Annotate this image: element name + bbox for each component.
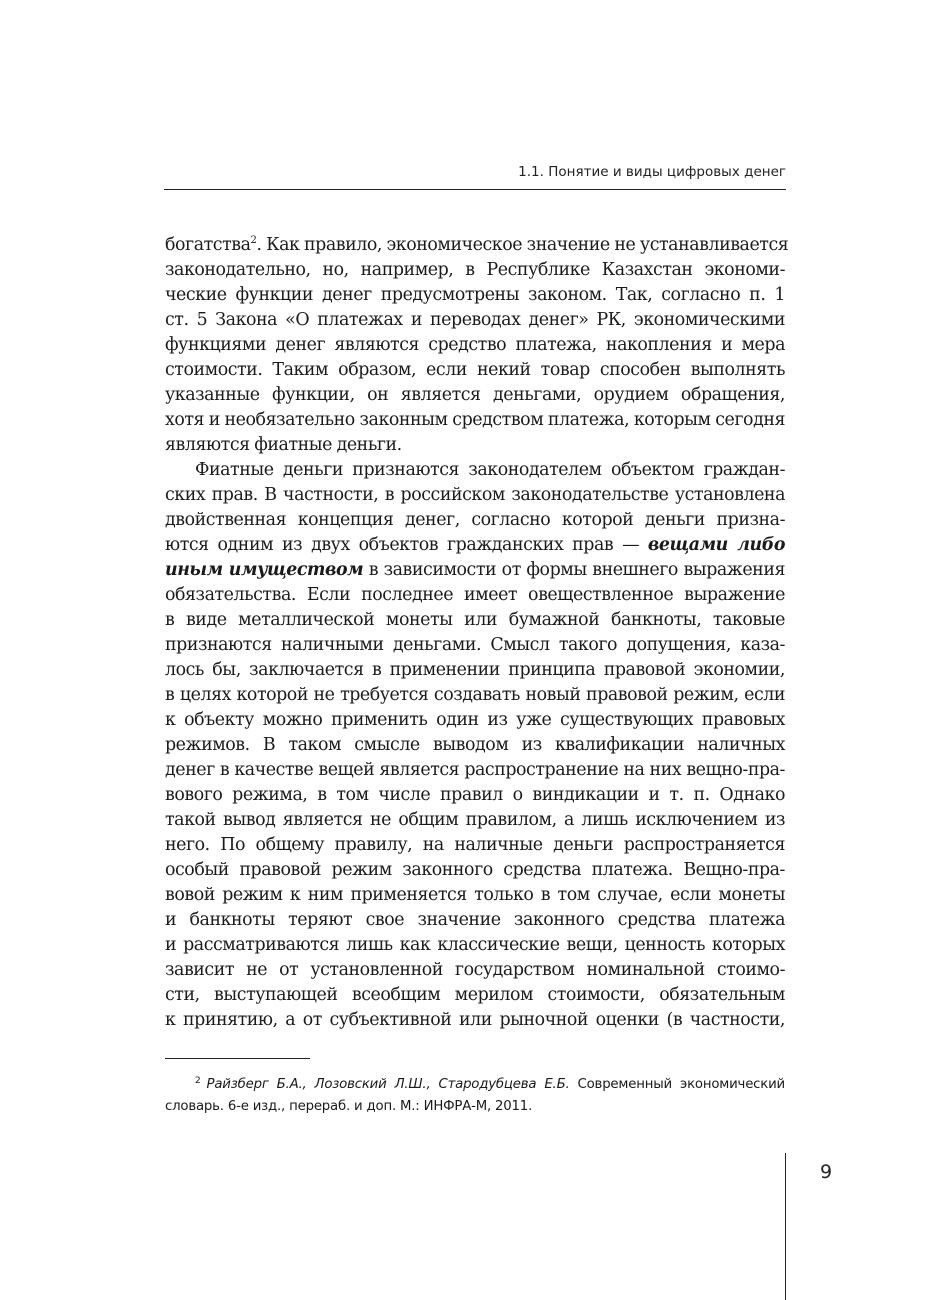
body-line: обязательства. Если последнее имеет овеществленное выражение [165, 585, 785, 605]
text-run: ются одним из двух объектов гражданских прав — [165, 535, 648, 555]
footnote-line [165, 1074, 785, 1096]
body-line: денег в качестве вещей является распространение на них вещно-пра- [165, 760, 785, 780]
body-line: Фиатные деньги признаются законодателем объектом граждан- [195, 460, 785, 480]
body-line: и банкноты теряют свое значение законного средства платежа [165, 910, 785, 930]
body-line [165, 558, 785, 583]
body-line: двойственная концепция денег, согласно которой деньги призна- [165, 510, 785, 530]
body-line: к объекту можно применить один из уже существующих правовых [165, 710, 785, 730]
footnote [165, 1074, 785, 1118]
page-number: 9 [820, 1161, 833, 1183]
emphasis-text: вещами либо [647, 535, 785, 555]
body-line: особый правовой режим законного средства платежа. Вещно-пра- [165, 860, 785, 880]
body-line: режимов. В таком смысле выводом из квалификации наличных [165, 735, 785, 755]
emphasis-text: иным имуществом [165, 560, 364, 580]
footnote-authors: Райзберг Б.А., Лозовский Л.Ш., Стародубцева Е.Б. [206, 1077, 570, 1092]
body-line: зависит не от установленной государством номинальной стоимо- [165, 960, 785, 980]
body-line: в целях которой не требуется создавать новый правовой режим, если [165, 685, 785, 705]
body-line: ских прав. В частности, в российском законодательстве установлена [165, 485, 785, 505]
body-line: такой вывод является не общим правилом, а лишь исключением из [165, 810, 785, 830]
text-run: в зависимости от формы внешнего выражения [363, 560, 785, 580]
body-line: сти, выступающей всеобщим мерилом стоимости, обязательным [165, 985, 785, 1005]
footnote-line: словарь. 6-е изд., перераб. и доп. М.: ИНФРА-М, 2011. [165, 1099, 533, 1114]
footnote-reference[interactable]: 2 [250, 235, 257, 247]
body-line: указанные функции, он является деньгами, орудием обращения, [165, 385, 785, 405]
running-head-title: 1.1. Понятие и виды цифровых денег [518, 164, 786, 180]
footnote-title: Современный экономический [569, 1077, 785, 1092]
body-line: лось бы, заключается в применении принципа правовой экономии, [165, 660, 785, 680]
body-text [165, 233, 789, 1033]
body-line: функциями денег являются средство платежа, накопления и мера [165, 335, 785, 355]
body-line [165, 233, 789, 258]
body-line: и рассматриваются лишь как классические вещи, ценность которых [165, 935, 785, 955]
body-line [165, 533, 785, 558]
footnote-mark: 2 [195, 1075, 201, 1086]
text-run: . Как правило, экономическое значение не устанавливается [256, 235, 789, 255]
text-run: богатства [165, 235, 251, 255]
body-line: вовой режим к ним применяется только в том случае, если монеты [165, 885, 785, 905]
body-line: ческие функции денег предусмотрены законом. Так, согласно п. 1 [165, 285, 785, 305]
body-line: к принятию, а от субъективной или рыночной оценки (в частности, [165, 1010, 785, 1030]
page-number-divider [785, 1153, 786, 1300]
body-line: ст. 5 Закона «О платежах и переводах денег» РК, экономическими [165, 310, 785, 330]
header-divider [164, 189, 786, 190]
body-line: являются фиатные деньги. [165, 435, 402, 455]
body-line: хотя и необязательно законным средством платежа, которым сегодня [165, 410, 785, 430]
body-line: законодательно, но, например, в Республике Казахстан экономи- [165, 260, 785, 280]
body-line: признаются наличными деньгами. Смысл такого допущения, каза- [165, 635, 785, 655]
body-line: него. По общему правилу, на наличные деньги распространяется [165, 835, 785, 855]
body-line: вового режима, в том числе правил о виндикации и т. п. Однако [165, 785, 785, 805]
body-line: стоимости. Таким образом, если некий товар способен выполнять [165, 360, 785, 380]
body-line: в виде металлической монеты или бумажной банкноты, таковые [165, 610, 785, 630]
footnote-divider [165, 1058, 310, 1059]
